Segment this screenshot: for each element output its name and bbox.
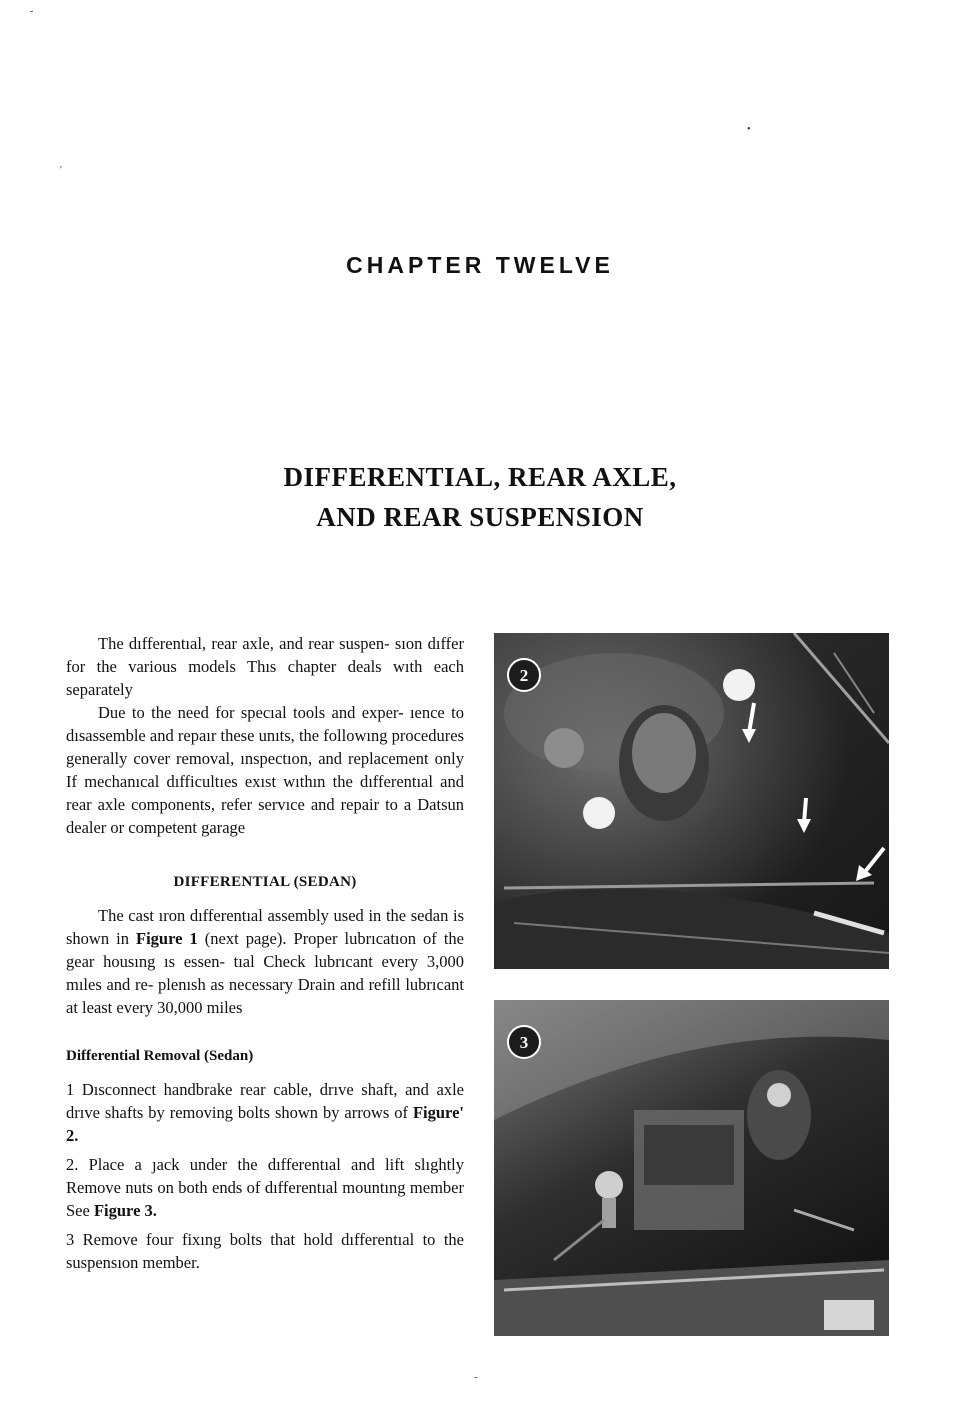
step-2-text: 2. Place a ȷack under the dıfferentıal and lift slıghtly Remove nuts on both ends of dıfferentıal mountıng member See	[66, 1155, 464, 1220]
step-2	[66, 1153, 464, 1222]
step-3: 3 Remove four fixıng bolts that hold dıfferentıal to the suspensıon member.	[66, 1230, 464, 1272]
section-paragraph	[66, 904, 464, 1019]
figure-3-ref: Figure 3.	[93, 1201, 157, 1220]
text-column	[66, 632, 464, 1280]
figure-2-ref: Figure' 2.	[66, 1103, 464, 1145]
scan-speck: -	[30, 6, 34, 17]
subsection-heading: Differential Removal (Sedan)	[66, 1048, 254, 1064]
step-1	[66, 1078, 464, 1147]
figure-3-label: 3	[519, 1033, 529, 1052]
figure-2-label: 2	[519, 666, 529, 685]
scan-speck: '	[60, 165, 62, 176]
figure-3-image	[494, 1000, 889, 1336]
section-paragraph-text-b: (next page). Proper lubrıcatıon of the gear housıng ıs essen- tıal Check lubrıcant every 3,000 mıles and re- plenısh as necessary Drain and refill lubrıcant at least every 30,000 miles	[66, 929, 464, 1017]
figure-2-photo	[494, 633, 889, 969]
section-paragraph-text-a: The cast ıron dıfferentıal assembly used in the sedan is shown in	[66, 906, 464, 948]
intro-paragraph-2: Due to the need for specıal tools and exper- ıence to dısassemble and repaır these unıts, the followıng procedures generally cover removal, ınspectıon, and replacement only If mechanıcal dıfficultıes exıst wıthın the dıfferentıal and rear axle components, refer servıce and repair to a Datsun dealer or competent garage	[66, 703, 464, 837]
scan-speck: -	[474, 1372, 478, 1383]
scan-speck: •	[747, 124, 751, 135]
intro-paragraph-1: The dıfferentıal, rear axle, and rear suspen- sıon dıffer for the various models Thıs chapter deals wıth each separately	[66, 634, 464, 699]
chapter-title-line-1: DIFFERENTIAL, REAR AXLE,	[283, 462, 677, 492]
figure-2-image	[494, 633, 889, 969]
section-heading: DIFFERENTIAL (SEDAN)	[173, 874, 357, 890]
chapter-title-line-2: AND REAR SUSPENSION	[316, 502, 644, 532]
figure-1-ref: Figure 1	[136, 929, 198, 948]
step-1-text: 1 Dısconnect handbrake rear cable, drıve shaft, and axle drıve shafts by removing bolts shown by arrows of	[66, 1080, 464, 1122]
chapter-heading: CHAPTER TWELVE	[346, 252, 614, 278]
figure-3-photo	[494, 1000, 889, 1336]
